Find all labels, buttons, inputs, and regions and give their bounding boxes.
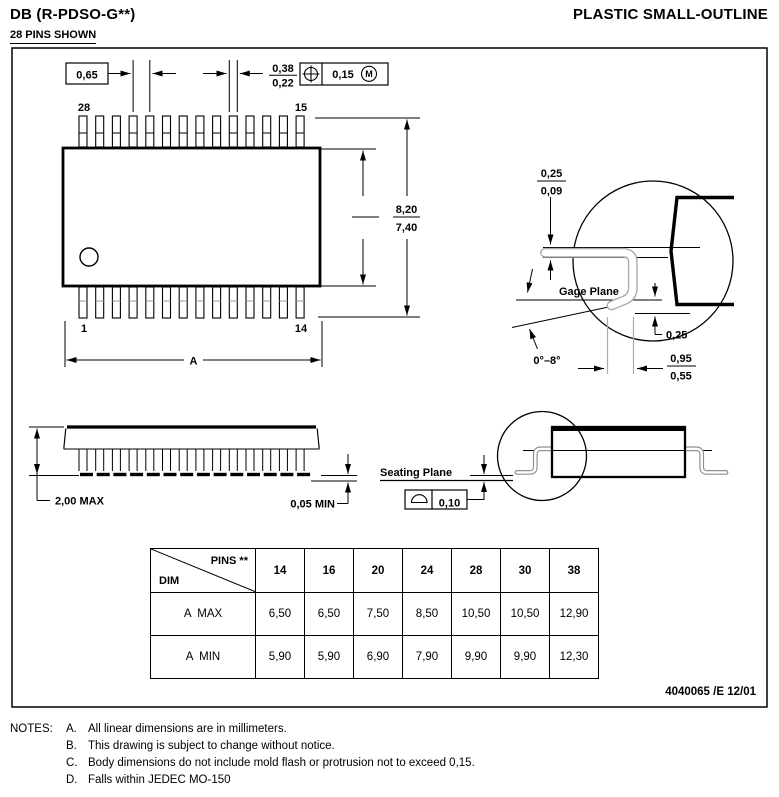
table-cell: 12,90: [550, 593, 599, 636]
row-label: A MAX: [151, 593, 256, 636]
lead-width-min-label: 0,22: [272, 77, 294, 90]
table-cell: 8,50: [403, 593, 452, 636]
notes-label: NOTES:: [10, 723, 53, 735]
table-cell: 12,30: [550, 636, 599, 679]
note-item: B. This drawing is subject to change without notice.: [66, 740, 335, 752]
dimension-table: [150, 548, 599, 679]
lead-span-min-label: 7,40: [395, 222, 418, 234]
tip-offset-label: 0,25: [666, 329, 688, 342]
table-cell: 5,90: [305, 636, 354, 679]
table-col-header: 24: [403, 549, 452, 593]
table-row-a-min: [151, 636, 599, 679]
table-col-header: 30: [501, 549, 550, 593]
table-cell: 5,90: [256, 636, 305, 679]
table-cell: 10,50: [501, 593, 550, 636]
table-col-header: 20: [354, 549, 403, 593]
table-cell: 6,50: [256, 593, 305, 636]
table-cell: 6,50: [305, 593, 354, 636]
pitch-label: 0,65: [76, 69, 98, 82]
table-cell: 6,90: [354, 636, 403, 679]
table-corner-cell: [151, 549, 256, 593]
gage-plane-label: Gage Plane: [559, 286, 619, 298]
foot-length-max-label: 0,95: [670, 353, 692, 365]
table-cell: 9,90: [452, 636, 501, 679]
pin-1-label: 1: [80, 323, 88, 335]
seating-plane-label: Seating Plane: [380, 467, 453, 479]
table-cell: 9,90: [501, 636, 550, 679]
table-col-header: 16: [305, 549, 354, 593]
foot-length-min-label: 0,55: [670, 370, 692, 383]
pin-28-label: 28: [77, 102, 91, 114]
pin-15-label: 15: [294, 102, 308, 114]
table-row-a-max: [151, 593, 599, 636]
lead-span-max-label: 8,20: [395, 204, 418, 216]
table-cell: 10,50: [452, 593, 501, 636]
lead-width-max-label: 0,38: [272, 63, 294, 75]
lead-thickness-min-label: 0,09: [540, 185, 563, 198]
table-cell: 7,50: [354, 593, 403, 636]
table-pins-header: PINS **: [210, 555, 248, 567]
table-dim-header: DIM: [159, 575, 180, 587]
standoff-label: 0,05 MIN: [290, 498, 335, 511]
svg-text:M: M: [365, 69, 373, 79]
note-item: C. Body dimensions do not include mold flash or protrusion not to exceed 0,15.: [66, 757, 475, 769]
document-number: 4040065 /E 12/01: [665, 686, 756, 698]
row-label: A MIN: [151, 636, 256, 679]
lead-thickness-max-label: 0,25: [540, 168, 563, 180]
package-code-title: DB (R-PDSO-G**): [10, 6, 136, 23]
height-label: 2,00 MAX: [55, 495, 104, 508]
table-col-header: 28: [452, 549, 501, 593]
package-type-title: PLASTIC SMALL-OUTLINE: [572, 6, 768, 23]
note-item: D. Falls within JEDEC MO-150: [66, 774, 231, 786]
table-col-header: 38: [550, 549, 599, 593]
pin-14-label: 14: [294, 323, 308, 335]
length-label: A: [189, 355, 198, 368]
package-body: [63, 148, 320, 286]
note-item: A. All linear dimensions are in millimeters.: [66, 723, 287, 735]
flatness-value: 0,10: [438, 497, 461, 510]
pins-shown-subtitle: 28 PINS SHOWN: [10, 29, 96, 44]
lead-angle-label: 0°–8°: [533, 355, 561, 367]
table-col-header: 14: [256, 549, 305, 593]
table-cell: 7,90: [403, 636, 452, 679]
true-position-value: 0,15: [332, 69, 354, 81]
